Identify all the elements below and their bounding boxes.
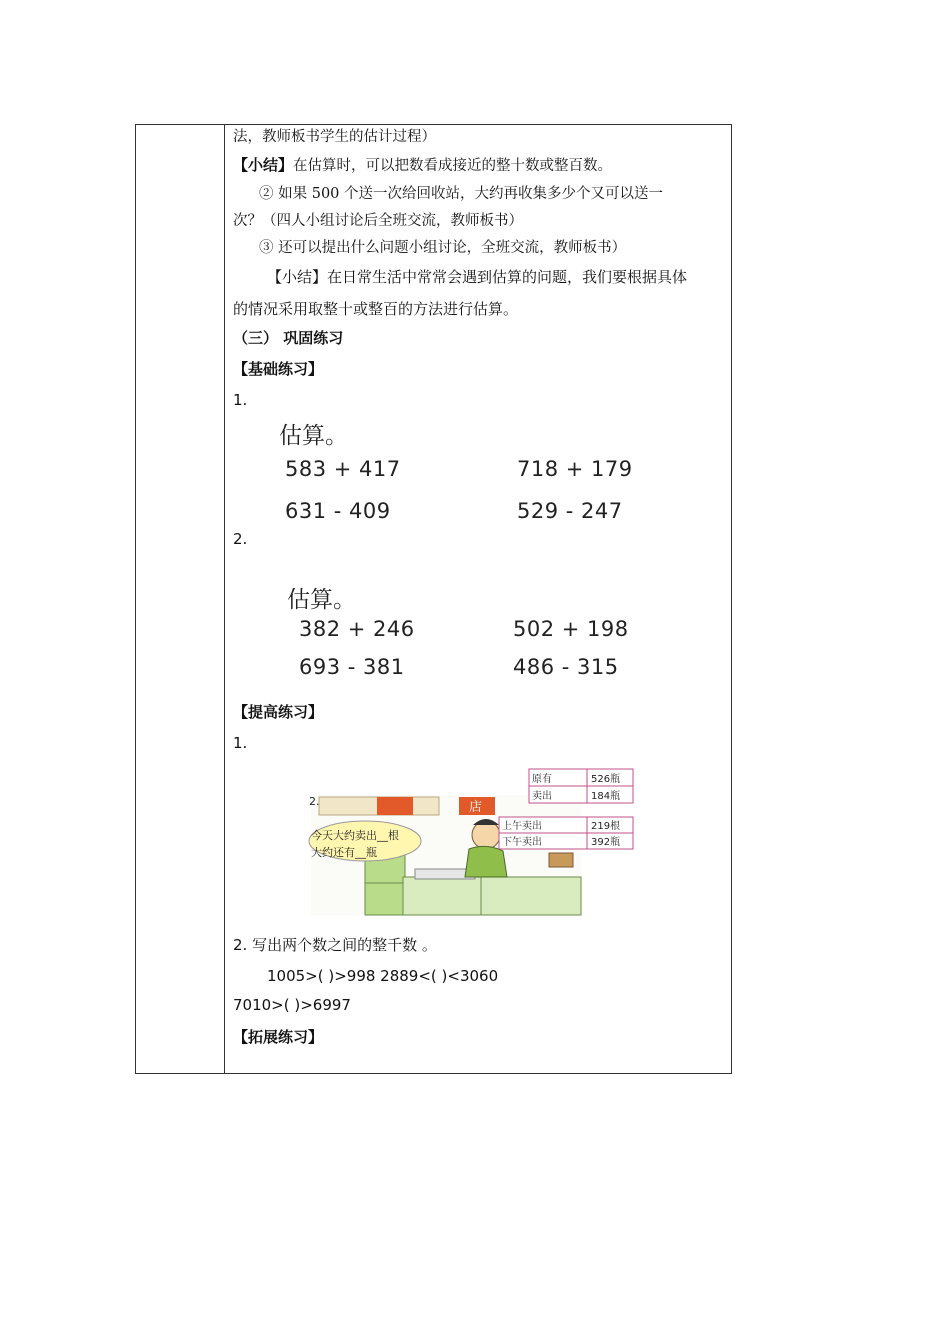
exercise1-item: 529 - 247	[517, 499, 623, 523]
item-number: 1.	[233, 734, 248, 752]
exercise1-title: 估算。	[279, 423, 348, 449]
text-line: 次？（四人小组讨论后全班交流，教师板书）	[233, 213, 523, 229]
column-divider	[224, 125, 225, 1073]
table1-value: 184瓶	[591, 791, 621, 802]
extend-practice-heading: 【拓展练习】	[233, 1028, 324, 1046]
summary-tag: 【小结】	[233, 156, 294, 174]
question-2-row-2: 7010>( )>6997	[233, 996, 351, 1014]
exercise1-item: 718 + 179	[517, 457, 633, 481]
stock-table-2	[499, 817, 633, 849]
text-line: ② 如果 500 个送一次给回收站，大约再收集多少个又可以送一	[259, 186, 664, 202]
table2-value: 219根	[591, 821, 621, 832]
lesson-table	[135, 124, 732, 1074]
summary-line	[233, 155, 612, 176]
summary-line-2: 【小结】在日常生活中常常会遇到估算的问题，我们要根据具体	[267, 268, 688, 286]
question-2: 2. 写出两个数之间的整千数 。	[233, 936, 437, 954]
section-heading: （三） 巩固练习	[233, 329, 344, 347]
bubble-text-1: 今天大约卖出__根	[311, 829, 399, 842]
basic-practice-heading: 【基础练习】	[233, 360, 324, 378]
improve-practice-heading: 【提高练习】	[233, 703, 324, 721]
exercise2-item: 486 - 315	[513, 655, 619, 679]
table1-value: 526瓶	[591, 774, 621, 785]
exercise2-title: 估算。	[287, 587, 356, 613]
corner-mark: 2.	[309, 795, 320, 808]
exercise1-item: 631 - 409	[285, 499, 391, 523]
stock-table-1	[529, 769, 633, 803]
exercise1-item: 583 + 417	[285, 457, 401, 481]
table2-label: 下午卖出	[502, 837, 542, 848]
exercise2-item: 502 + 198	[513, 617, 629, 641]
summary-text: 在估算时，可以把数看成接近的整十数或整百数。	[293, 158, 613, 174]
item-number: 1.	[233, 391, 248, 409]
shop-scene	[311, 765, 641, 915]
item-number: 2.	[233, 530, 248, 548]
text-line: 的情况采用取整十或整百的方法进行估算。	[233, 300, 519, 318]
table1-label: 原有	[532, 774, 552, 785]
table1-label: 卖出	[532, 791, 552, 802]
shop-sign: 店	[469, 800, 483, 815]
question-2-row-1: 1005>( )>998 2889<( )<3060	[267, 967, 499, 985]
bubble-text-2: 大约还有__瓶	[311, 846, 377, 859]
text-line: 法，教师板书学生的估计过程）	[233, 129, 436, 145]
table2-label: 上午卖出	[502, 821, 542, 832]
table2-value: 392瓶	[591, 837, 621, 848]
exercise2-item: 382 + 246	[299, 617, 415, 641]
text-line: ③ 还可以提出什么问题小组讨论，全班交流，教师板书）	[259, 240, 627, 256]
exercise2-item: 693 - 381	[299, 655, 405, 679]
shop-illustration	[311, 765, 641, 915]
